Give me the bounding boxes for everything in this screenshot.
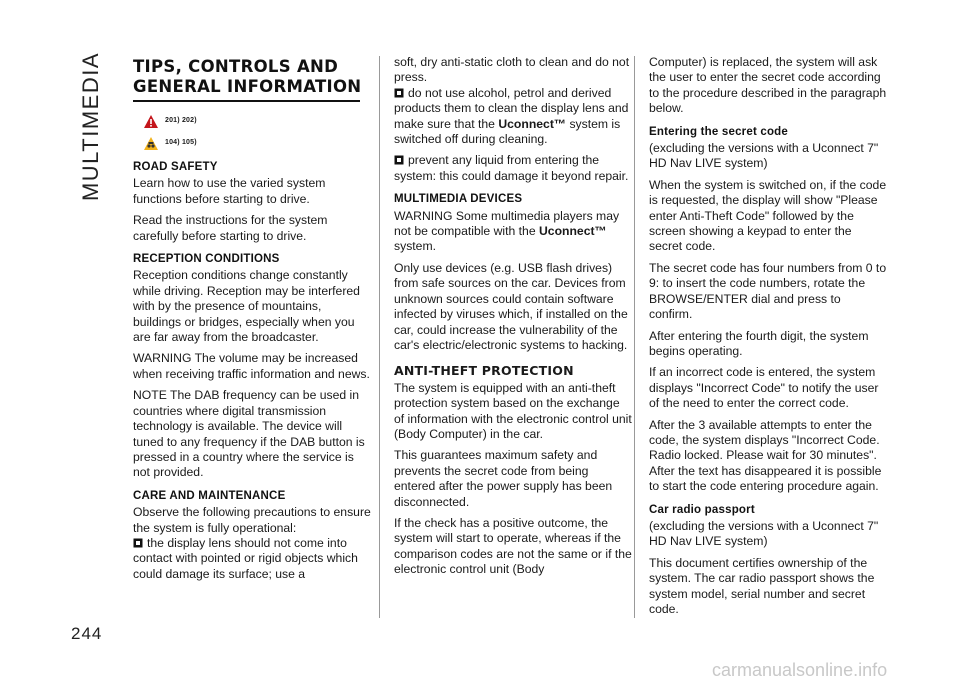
watermark: carmanualsonline.info xyxy=(712,660,888,680)
paragraph: This guarantees maximum safety and prevents the secret code from being entered after the power supply has been disconnected. xyxy=(394,448,613,509)
paragraph: Computer) is replaced, the system will ask the user to enter the secret code according to the procedure described in the paragraph below. xyxy=(649,55,887,116)
title-underline xyxy=(133,100,360,102)
anti-theft-heading: ANTI-THEFT PROTECTION xyxy=(394,363,574,379)
bullet-text: system is switched off during cleaning. xyxy=(394,116,621,147)
brand-name: Uconnect™ xyxy=(539,224,607,239)
road-safety-heading: ROAD SAFETY xyxy=(133,161,218,173)
care-heading: CARE AND MAINTENANCE xyxy=(133,489,286,502)
column-divider xyxy=(379,56,380,618)
bullet-item xyxy=(394,153,632,184)
paragraph: (excluding the versions with a Uconnect 7" HD Nav LIVE system) xyxy=(649,141,879,171)
side-label-text: MULTIMEDIA xyxy=(78,52,103,202)
warning-refs: 201) 202) xyxy=(165,117,197,125)
paragraph xyxy=(394,209,632,255)
paragraph: NOTE The DAB frequency can be used in countries where digital transmission technology is available. The device will tuned to any frequency if the DAB button is pressed in a country where the service is not provided. xyxy=(133,388,365,480)
bullet-square-icon xyxy=(394,88,404,98)
paragraph: After entering the fourth digit, the system begins operating. xyxy=(649,328,869,358)
brand-name: Uconnect™ xyxy=(498,116,567,131)
paragraph: Only use devices (e.g. USB flash drives) from safe sources on the car. Devices from unknown sources could contain software infected by viruses which, if installed on the car, could increase the vulnerability of the car's electric/electronic systems to hacking. xyxy=(394,260,628,352)
bullet-item xyxy=(394,86,632,148)
paragraph: Reception conditions change constantly while driving. Reception may be interfered with by the presence of mountains, buildings or bridges, especially when you are far away from the broadcaster. xyxy=(133,268,360,345)
bullet-square-icon xyxy=(133,538,143,548)
caution-ref-row xyxy=(143,134,371,152)
paragraph: The secret code has four numbers from 0 to 9: to insert the code numbers, rotate the BROWSE/ENTER dial and press to confirm. xyxy=(649,260,887,322)
paragraph: After the 3 available attempts to enter the code, the system displays "Incorrect Code. Radio locked. Please wait for 30 minutes". After the text has disappeared it is possible to start the code entering procedure again. xyxy=(649,417,882,494)
column-2 xyxy=(394,55,632,584)
danger-triangle-icon xyxy=(143,114,159,129)
paragraph: This document certifies ownership of the system. The car radio passport shows the system model, serial number and secret code. xyxy=(649,555,875,616)
bullet-text: do not use alcohol, petrol and derived products them to clean the display lens and make sure that the xyxy=(394,85,629,131)
page-title xyxy=(133,57,371,97)
reception-heading: RECEPTION CONDITIONS xyxy=(133,253,280,266)
column-3 xyxy=(649,55,887,623)
paragraph: If an incorrect code is entered, the system displays "Incorrect Code" to notify the user of the need to enter the correct code. xyxy=(649,365,879,411)
page-title-line1: TIPS, CONTROLS AND xyxy=(133,57,339,76)
radio-passport-heading: Car radio passport xyxy=(649,503,755,516)
paragraph-text: WARNING Some multimedia players may not be compatible with the xyxy=(394,208,620,239)
paragraph: WARNING The volume may be increased when receiving traffic information and news. xyxy=(133,351,370,381)
column-1 xyxy=(133,57,371,588)
paragraph: When the system is switched on, if the code is requested, the display will show "Please enter Anti-Theft Code" followed by the screen showing a keypad to enter the secret code. xyxy=(649,177,887,254)
paragraph: (excluding the versions with a Uconnect 7" HD Nav LIVE system) xyxy=(649,518,879,549)
caution-refs: 104) 105) xyxy=(165,139,197,147)
warning-ref-row xyxy=(143,112,371,130)
caution-triangle-icon xyxy=(143,136,159,151)
page-title-line2: GENERAL INFORMATION xyxy=(133,77,362,96)
paragraph: soft, dry anti-static cloth to clean and do not press. xyxy=(394,55,630,85)
secret-code-heading: Entering the secret code xyxy=(649,125,789,138)
paragraph: Observe the following precautions to ensure the system is fully operational: xyxy=(133,505,371,535)
paragraph: Learn how to use the varied system functions before starting to drive. xyxy=(133,176,326,206)
section-side-label xyxy=(78,52,118,202)
bullet-text: prevent any liquid from entering the system: this could damage it beyond repair. xyxy=(394,153,629,183)
paragraph-text: system. xyxy=(394,239,436,254)
paragraph: If the check has a positive outcome, the system will start to operate, whereas if the comparison codes are not the same or if the electronic control unit (Body xyxy=(394,515,632,577)
bullet-text: the display lens should not come into contact with pointed or rigid objects which could damage its surface; use a xyxy=(133,535,358,581)
bullet-square-icon xyxy=(394,155,404,165)
column-divider xyxy=(634,56,635,618)
paragraph: The system is equipped with an anti-theft protection system based on the exchange of information with the electronic control unit (Body Computer) in the car. xyxy=(394,380,632,441)
bullet-item xyxy=(133,536,371,582)
page-number: 244 xyxy=(71,624,103,643)
paragraph: Read the instructions for the system carefully before starting to drive. xyxy=(133,213,328,243)
multimedia-devices-heading: MULTIMEDIA DEVICES xyxy=(394,193,523,206)
